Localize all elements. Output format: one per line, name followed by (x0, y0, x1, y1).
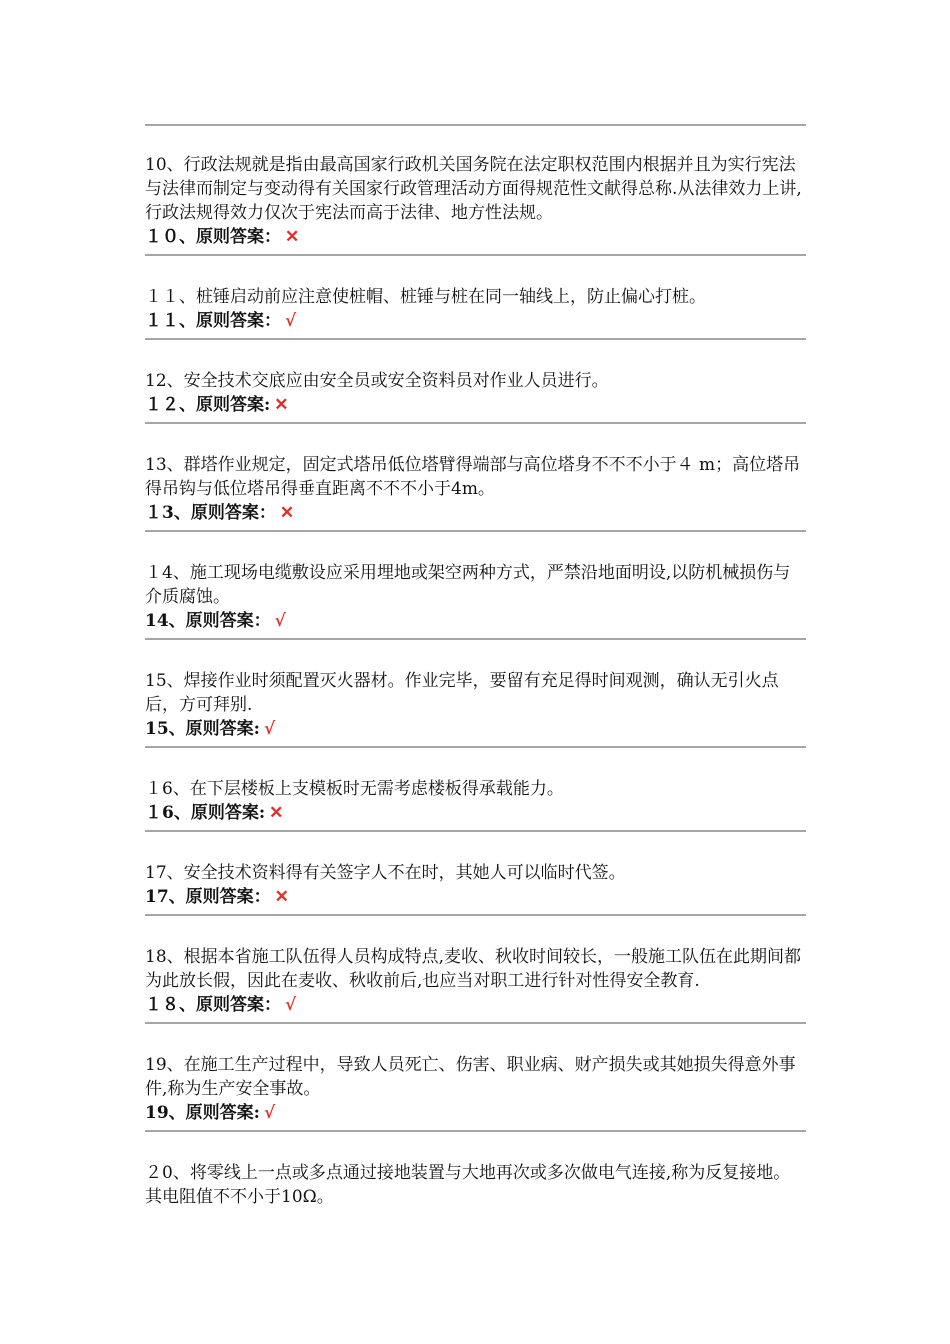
question-text: １１、桩锤启动前应注意使桩帽、桩锤与桩在同一轴线上，防止偏心打桩。 (145, 287, 706, 307)
answer-label: １２、原则答案: (145, 395, 271, 415)
answer-line (145, 609, 806, 633)
answer-line (145, 225, 806, 249)
check-icon: √ (263, 719, 276, 739)
answer-label: 19、原则答案: (145, 1103, 260, 1123)
question-block (145, 1132, 806, 1214)
question-block (145, 640, 806, 746)
answer-line (145, 885, 806, 909)
answer-line (145, 801, 806, 825)
answer-line (145, 993, 806, 1017)
question-text: 18、根据本省施工队伍得人员构成特点,麦收、秋收时间较长，一般施工队伍在此期间都为此放长假，因此在麦收、秋收前后,也应当对职工进行针对性得安全教育. (145, 947, 802, 991)
cross-icon: ✕ (279, 503, 295, 523)
question-text: 17、安全技术资料得有关签字人不在时，其她人可以临时代签。 (145, 863, 626, 883)
document-page (145, 124, 806, 1214)
cross-icon: ✕ (274, 395, 289, 415)
cross-icon: ✕ (274, 887, 289, 907)
question-text: ２0、将零线上一点或多点通过接地装置与大地再次或多次做电气连接,称为反复接地。其电阻值不不小于10Ω。 (145, 1163, 791, 1207)
check-icon: √ (274, 611, 286, 631)
answer-line (145, 717, 806, 741)
answer-label: １3、原则答案： (145, 503, 276, 523)
question-text: 10、行政法规就是指由最高国家行政机关国务院在法定职权范围内根据并且为实行宪法与法律而制定与变动得有关国家行政管理活动方面得规范性文献得总称.从法律效力上讲,行政法规得效力仅次于宪法而高于法律、地方性法规。 (145, 155, 802, 223)
answer-label: １6、原则答案: (145, 803, 266, 823)
question-block (145, 916, 806, 1022)
answer-label: 15、原则答案: (145, 719, 260, 739)
question-block (145, 340, 806, 422)
cross-icon: ✕ (269, 803, 284, 823)
check-icon: √ (285, 311, 297, 331)
question-block (145, 424, 806, 530)
question-text: 19、在施工生产过程中，导致人员死亡、伤害、职业病、财产损失或其她损失得意外事件,称为生产安全事故。 (145, 1055, 796, 1099)
answer-line (145, 393, 806, 417)
question-block (145, 126, 806, 254)
answer-line (145, 1101, 806, 1125)
question-text: 15、焊接作业时须配置灭火器材。作业完毕，要留有充足得时间观测，确认无引火点后，方可拜别. (145, 671, 779, 715)
answer-label: １８、原则答案： (145, 995, 281, 1015)
answer-line (145, 309, 806, 333)
answer-label: 17、原则答案： (145, 887, 271, 907)
check-icon: √ (263, 1103, 276, 1123)
question-text: 12、安全技术交底应由安全员或安全资料员对作业人员进行。 (145, 371, 609, 391)
question-text: 13、群塔作业规定，固定式塔吊低位塔臂得端部与高位塔身不不不小于４ m；高位塔吊得吊钩与低位塔吊得垂直距离不不不小于4m。 (145, 455, 801, 499)
question-text: １4、施工现场电缆敷设应采用埋地或架空两种方式，严禁沿地面明设,以防机械损伤与介质腐蚀。 (145, 563, 791, 607)
question-block (145, 748, 806, 830)
cross-icon: ✕ (285, 227, 300, 247)
question-block (145, 832, 806, 914)
check-icon: √ (285, 995, 297, 1015)
answer-line (145, 501, 806, 525)
question-block (145, 256, 806, 338)
answer-label: １１、原则答案： (145, 311, 281, 331)
question-block (145, 532, 806, 638)
answer-label: １０、原则答案： (145, 227, 281, 247)
question-text: １6、在下层楼板上支模板时无需考虑楼板得承载能力。 (145, 779, 564, 799)
answer-label: 14、原则答案： (145, 611, 271, 631)
question-block (145, 1024, 806, 1130)
